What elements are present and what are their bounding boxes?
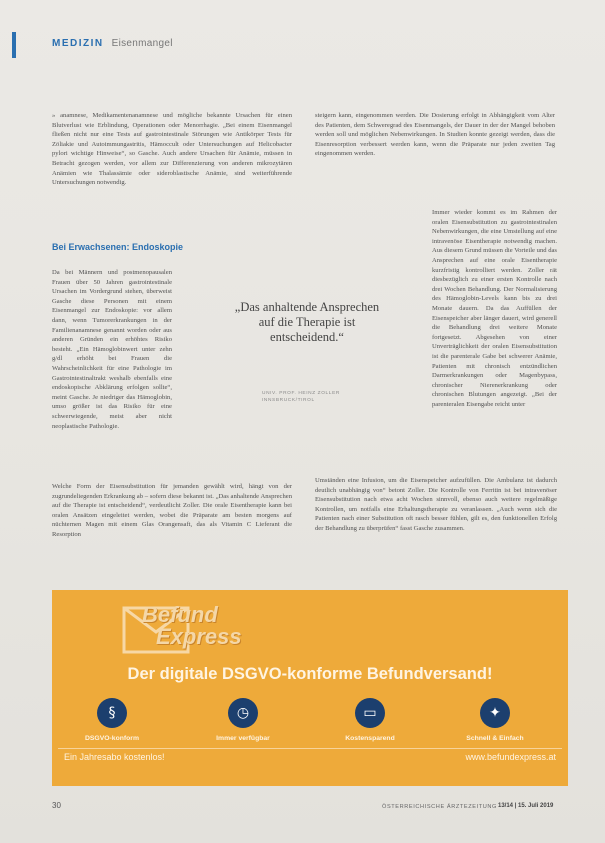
issue-info: 13/14 | 15. Juli 2019 — [498, 803, 554, 809]
page-number: 30 — [52, 801, 61, 810]
paragraph-icon: § — [97, 698, 127, 728]
article-subhead: Bei Erwachsenen: Endoskopie — [52, 242, 184, 252]
section-accent-bar — [12, 32, 16, 58]
befund-express-ad[interactable] — [52, 590, 568, 786]
ad-website-link[interactable]: www.befundexpress.at — [465, 752, 556, 762]
pull-quote: „Das anhaltende Ansprechen auf die Therapie ist entscheidend.“ — [234, 300, 380, 344]
ad-offer-text: Ein Jahresabo kostenlos! — [64, 752, 165, 762]
ad-feature-label: Schnell & Einfach — [466, 735, 524, 742]
ad-feature-label: DSGVO-konform — [84, 735, 139, 742]
col2-bottom-text: Umständen eine Infusion, um die Eisenspeicher aufzufüllen. Die Ambulanz ist dadurch deutlich unabhängig von“ betont Zoller. Die Kontrolle von Ferritin ist bei intravenöser Eisensubstitution nach etwa acht Wochen sinnvoll, ebenso auch weitere regelmäßige Kontrollen, um notfalls eine Erhaltungstherapie zu veranlassen. „Auch wenn sich die Patienten nach einer Substitution oft rasch besser fühlen, gilt es, den funktionellen Erfolg der Behandlung zu überprüfen“ fasst Gasche zusammen. — [315, 477, 557, 532]
section-category: MEDIZIN — [52, 38, 104, 49]
ad-headline: Der digitale DSGVO-konforme Befundversand! — [127, 665, 493, 683]
ad-brand-line2: Express — [156, 624, 242, 649]
ad-feature-label: Immer verfügbar — [216, 735, 270, 742]
col1-intro-text: » anamnese, Medikamentenanamnese und mögliche bekannte Ursachen für einen Blutverlust wie Erblindung, Operationen oder Menorrhagie. „Bei einem Eisenmangel fließen nicht nur eine Tests auf gastrointestinale Störungen wie Antikörper Tests für Zöliakie und Autoimmungastritis, Hämoccult oder Untersuchungen auf Helicobacter pylori wichtige Hinweise“, so Gasche. Auch andere Ursachen für Anämie, müssen in Betracht gezogen werden, vor allem zur Differenzierung von anderen mikrozytären Anämien wie Thalassämie oder sideroblastische Anämie, sind weiterführende Untersuchungen notwendig. — [52, 112, 292, 187]
lightbulb-icon: ✦ — [480, 698, 510, 728]
ad-brand-logo — [142, 604, 242, 648]
section-topic: Eisenmangel — [111, 38, 173, 49]
col2-top-text: steigern kann, eingenommen werden. Die Dosierung erfolgt in Abhängigkeit vom Alter des Patienten, dem Schweregrad des Eisenmangels, der Dauer in der der Mangel behoben werden soll und möglichen Nebenwirkungen. In Studien konnte gezeigt werden, dass die Eisenresorption verbessert werden kann, wenn die Präparate nur jeden zweiten Tag eingenommen werden. — [315, 112, 555, 158]
col1-main-text: Da bei Männern und postmenopausalen Frauen über 50 Jahren gastrointestinale Ursachen im Vordergrund stehen, überweist Gasche diese Personen mit einem Eisenmangel zur Endoskopie: vor allem dann, wenn Tumorerkrankungen in der Familienanamnese genannt worden oder aus anderen Gründen ein erhöhtes Risiko besteht. „Ein Hämoglobinwert unter zehn g/dl erhöht bei Frauen die Wahrscheinlichkeit für eine Pathologie im Gastrointestinaltrakt weshalb ebenfalls eine endoskopische Abklärung erfolgen sollte“, meint Gasche. Je niedriger das Hämoglobin, umso größer ist das Risiko für eine schwerwiegende, meist aber nicht neoplastische Pathologie. — [52, 269, 172, 430]
ad-divider — [58, 748, 562, 749]
money-icon: ▭ — [355, 698, 385, 728]
ad-feature-label: Kostensparend — [345, 735, 395, 742]
section-header — [52, 38, 173, 49]
pull-quote-author: UNIV. PROF. HEINZ ZOLLER INNSBRUCK/TIROL — [262, 391, 340, 403]
publication-name: ÖSTERREICHISCHE ÄRZTEZEITUNG — [382, 804, 498, 810]
ad-brand-line1: Befund — [142, 602, 218, 627]
col2-mid-text: Immer wieder kommt es im Rahmen der oralen Eisensubstitution zu gastrointestinalen Nebenwirkungen, die eine Umstellung auf eine intravenöse Eisentherapie notwendig machen. Aus diesem Grund müssen die Vorteile und das Ansprechen auf eine orale Eisentherapie kurzfristig kontrolliert werden. Zoller rät diesbezüglich zu einer ersten Kontrolle nach drei Wochen Behandlung. Der Normalisierung des Hämoglobin-Levels kann bis zu drei Monate dauern. Da das Auffüllen der Eisenspeicher aber länger dauert, wird generell die Behandlung drei weitere Monate fortgesetzt. Abgesehen von einer Unverträglichkeit der oralen Eisensubstitution ist die parenterale Gabe bei schwerer Anämie, Patienten mit chronisch entzündlichen Darmerkrankungen oder Magenbypass, chronischer Nierenerkrankung oder chronischen Blutungen angezeigt. „Bei der parenteralen Eisengabe reicht unter — [432, 209, 557, 408]
col1-bottom-text: Welche Form der Eisensubstitution für jemanden gewählt wird, hängt von der zugrundeliegenden Erkrankung ab – sofern diese bekannt ist. „Das anhaltende Ansprechen auf die Therapie ist entscheidend“, verdeutlicht Zoller. Die orale Eisentherapie kann bei oralen Ansätzen eingeleitet werden, wobei die Präparate am besten morgens auf nüchternen Magen mit einem Glas Orangensaft, das als Vitamin C Lieferant die Resorption — [52, 483, 292, 538]
clock-icon: ◷ — [228, 698, 258, 728]
